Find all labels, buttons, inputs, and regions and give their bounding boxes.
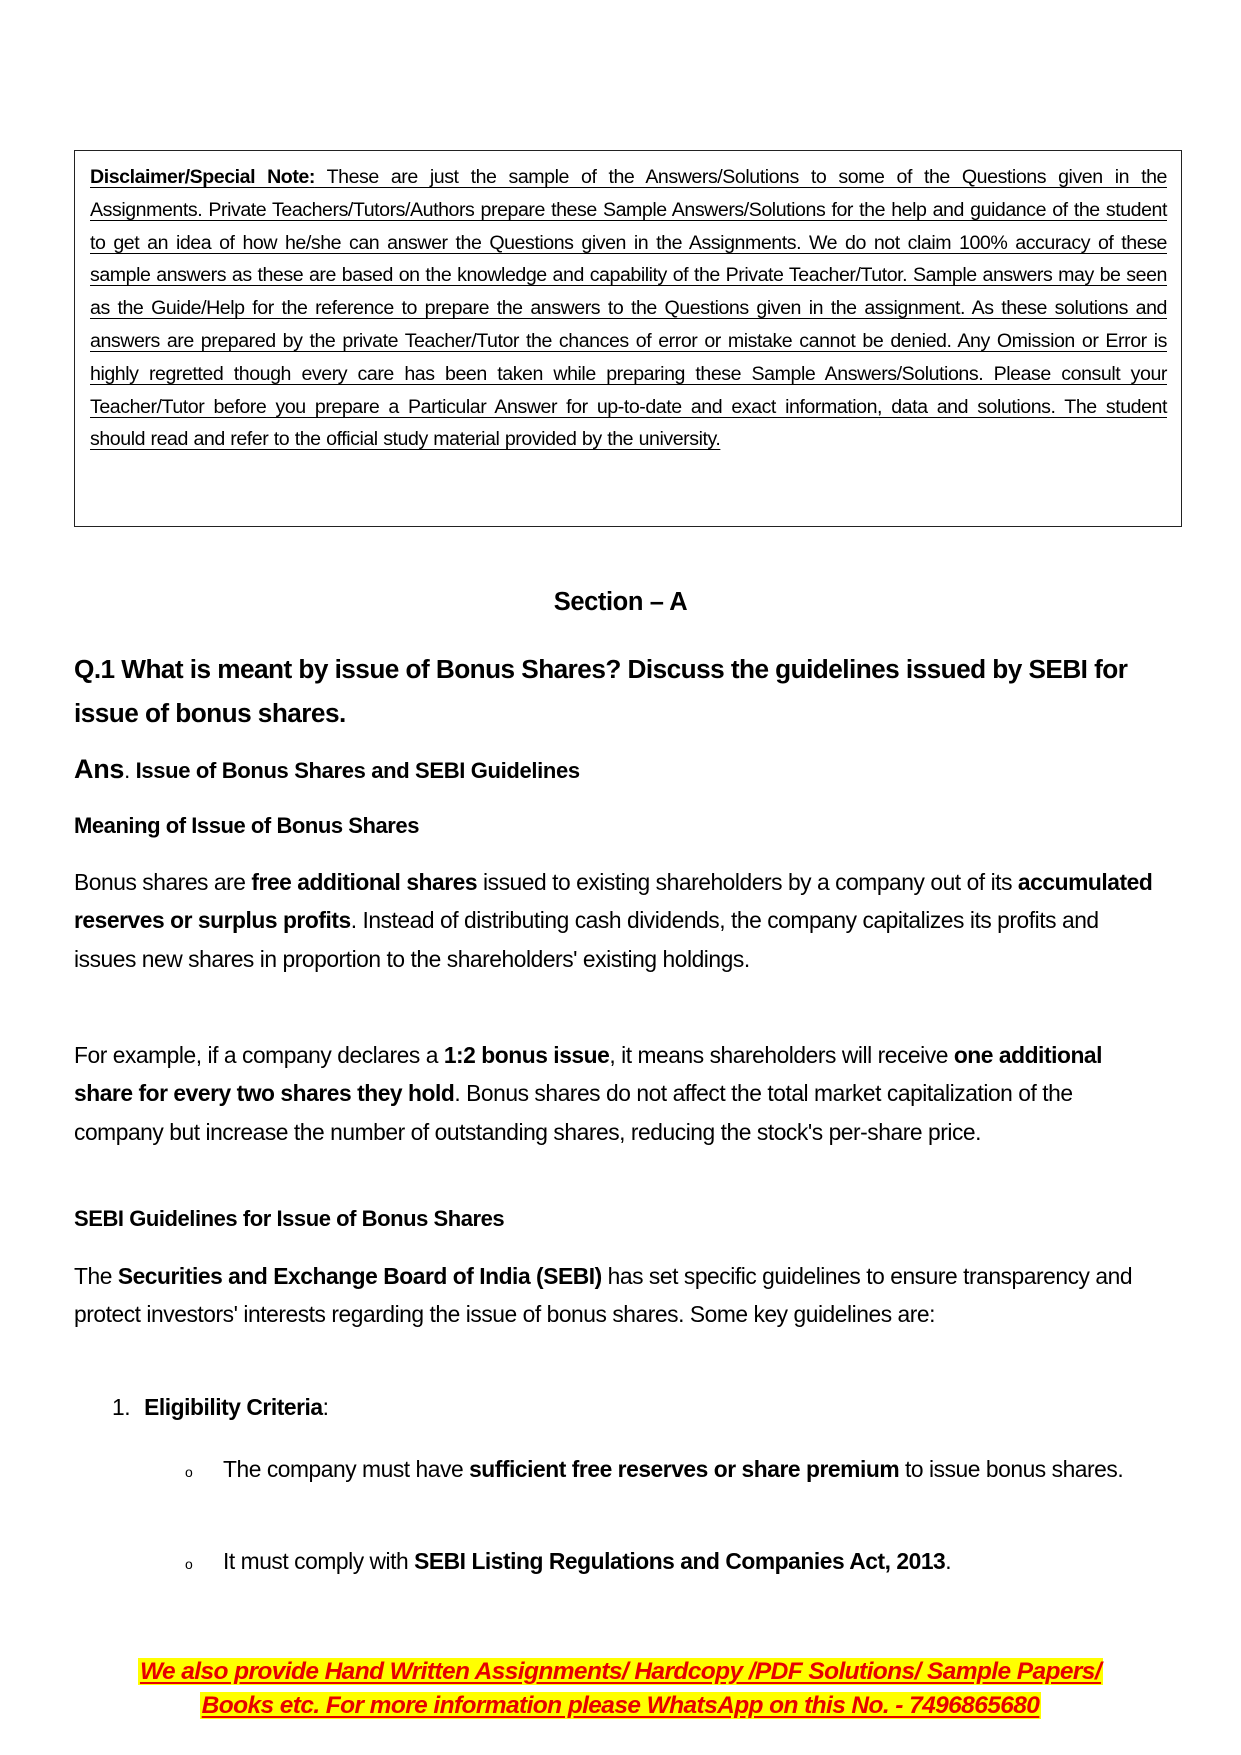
text-run: It must comply with <box>223 1548 415 1574</box>
sebi-guidelines-heading: SEBI Guidelines for Issue of Bonus Shares <box>74 1206 505 1231</box>
text-run: The company must have <box>223 1456 470 1482</box>
sub-list-item <box>185 1450 1175 1488</box>
promo-footer <box>0 1655 1241 1723</box>
bold-run: free additional shares <box>251 869 478 895</box>
disclaimer-body: These are just the sample of the Answers/Solutions to some of the Questions given in the Assignments. Private Teachers/Tutors/Authors prepare these Sample Answers/Solutions for the help and guidance of the student to get an idea of how he/she can answer the Questions given in the Assignments. We do not claim 100% accuracy of these sample answers as these are based on the knowledge and capability of the Private Teacher/Tutor. Sample answers may be seen as the Guide/Help for the reference to prepare the answers to the Questions given in the assignment. As these solutions and answers are prepared by the private Teacher/Tutor the chances of error or mistake cannot be denied. Any Omission or Error is highly regretted though every care has been taken while preparing these Sample Answers/Solutions. Please consult your Teacher/Tutor before you prepare a Particular Answer for up-to-date and exact information, data and solutions. The student should read and refer to the official study material provided by the university. <box>90 166 1167 451</box>
answer-title: Issue of Bonus Shares and SEBI Guidelines <box>135 758 580 783</box>
answer-heading <box>74 754 580 785</box>
hollow-bullet-icon: o <box>185 1556 193 1572</box>
bold-run: accumulated reserves or surplus profits <box>74 869 1153 934</box>
meaning-heading: Meaning of Issue of Bonus Shares <box>74 813 419 838</box>
bold-run: SEBI Listing Regulations and Companies Act, 2013 <box>414 1548 946 1574</box>
sub-list-item <box>185 1542 1175 1580</box>
bold-run: 1:2 bonus issue <box>443 1042 610 1068</box>
list-item-title: Eligibility Criteria <box>144 1394 323 1420</box>
hollow-bullet-icon: o <box>185 1464 193 1480</box>
answer-label: Ans <box>74 754 125 784</box>
promo-line-1: We also provide Hand Written Assignments/ Hardcopy /PDF Solutions/ Sample Papers/ <box>139 1658 1102 1685</box>
bold-run: Securities and Exchange Board of India (SEBI) <box>117 1263 602 1289</box>
text-run: to issue bonus shares. <box>899 1456 1124 1482</box>
disclaimer-text <box>90 161 1167 456</box>
text-run: has set specific guidelines to ensure transparency and protect investors' interests regarding the issue of bonus shares. Some key guidelines are: <box>74 1263 1133 1328</box>
list-number: 1. <box>112 1394 131 1420</box>
disclaimer-label: Disclaimer/Special Note: <box>90 166 315 188</box>
paragraph-meaning <box>74 863 1164 978</box>
bold-run: sufficient free reserves or share premium <box>469 1456 900 1482</box>
paragraph-sebi-intro <box>74 1257 1164 1334</box>
paragraph-example <box>74 1036 1164 1151</box>
sub-item-text <box>223 1542 1175 1580</box>
sub-item-text <box>223 1450 1175 1488</box>
promo-line-2: Books etc. For more information please WhatsApp on this No. - 7496865680 <box>201 1692 1040 1719</box>
text-run: issued to existing shareholders by a company out of its <box>477 869 1018 895</box>
text-run: . Bonus shares do not affect the total market capitalization of the company but increase the number of outstanding shares, reducing the stock's per-share price. <box>74 1080 1073 1145</box>
text-run: The <box>74 1263 118 1289</box>
answer-dot: . <box>124 758 136 783</box>
section-title: Section – A <box>553 588 688 616</box>
bold-run: one additional share for every two shares they hold <box>74 1042 1103 1107</box>
text-run: , it means shareholders will receive <box>609 1042 954 1068</box>
list-item-suffix: : <box>322 1394 329 1420</box>
question-heading: Q.1 What is meant by issue of Bonus Shares? Discuss the guidelines issued by SEBI for issue of bonus shares. <box>74 654 1128 728</box>
text-run: Bonus shares are <box>74 869 252 895</box>
disclaimer-box <box>74 150 1182 527</box>
list-item-eligibility <box>112 1394 329 1421</box>
text-run: . Instead of distributing cash dividends, the company capitalizes its profits and issues new shares in proportion to the shareholders' existing holdings. <box>74 907 1099 972</box>
text-run: . <box>945 1548 952 1574</box>
text-run: For example, if a company declares a <box>74 1042 444 1068</box>
